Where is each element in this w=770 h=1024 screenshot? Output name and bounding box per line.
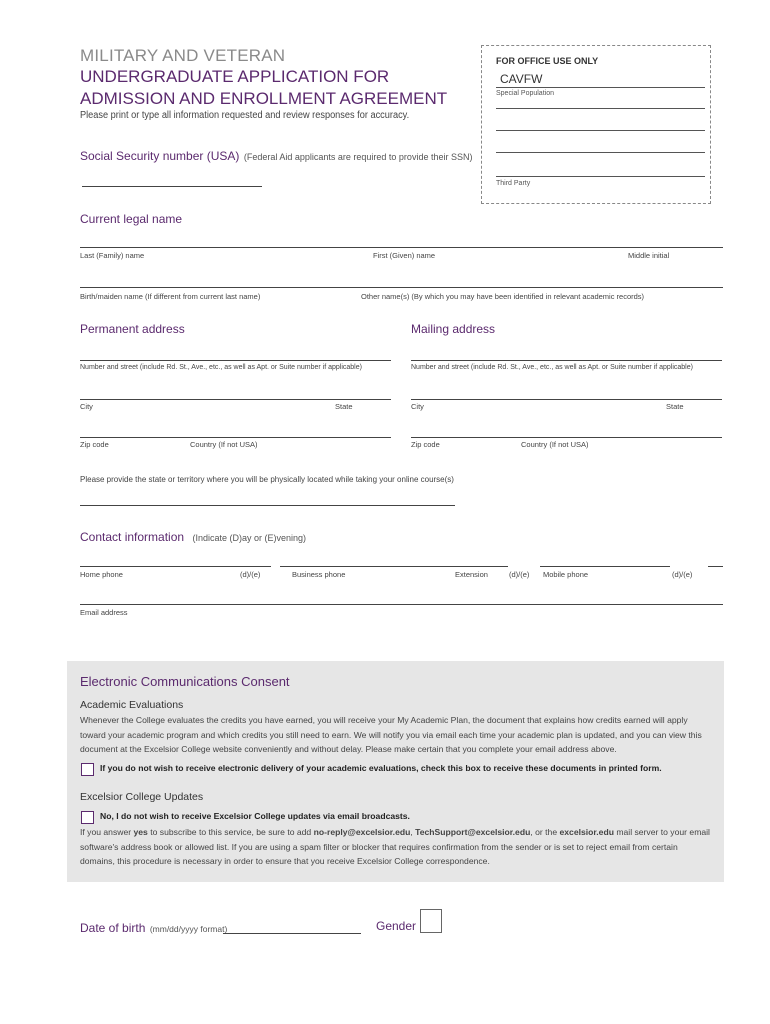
mail-state-label: State bbox=[666, 402, 684, 411]
perm-zip-line[interactable] bbox=[80, 437, 391, 438]
other-names-line[interactable] bbox=[80, 287, 723, 288]
perm-state-label: State bbox=[335, 402, 353, 411]
academic-print-checkbox[interactable] bbox=[81, 763, 94, 776]
perm-city-label: City bbox=[80, 402, 93, 411]
office-line-3 bbox=[496, 130, 705, 131]
title-line-1: MILITARY AND VETERAN bbox=[80, 46, 286, 65]
mobile-de-line[interactable] bbox=[708, 566, 723, 567]
permanent-address-section: Permanent address bbox=[80, 322, 185, 336]
office-line-2 bbox=[496, 108, 705, 109]
location-prompt: Please provide the state or territory where you will be physically located while taking your online course(s) bbox=[80, 475, 454, 484]
updates-optout-label: No, I do not wish to receive Excelsior College updates via email broadcasts. bbox=[100, 811, 410, 821]
other-names-label: Other name(s) (By which you may have been identified in relevant academic records) bbox=[361, 292, 645, 301]
consent-heading: Electronic Communications Consent bbox=[80, 674, 290, 689]
academic-evaluations-text: Whenever the College evaluates the credits you have earned, you will receive your My Academic Plan, the document that explains how credits earned will apply toward your academic program and which credits you still need to earn. We will notify you via email each time your academic plan is updated, and you can view this document at the Excelsior College website conveniently and without delay. Please make certain that you complete your email address above. bbox=[80, 715, 702, 754]
mobile-phone-label: Mobile phone bbox=[543, 570, 589, 579]
dob-input-line[interactable] bbox=[223, 933, 361, 934]
special-population-label: Special Population bbox=[496, 90, 554, 97]
college-updates-text: If you answer yes to subscribe to this service, be sure to add no-reply@excelsior.edu, TechSupport@excelsior.edu, or the excelsior.edu mail server to your email software's address book or allowed list. If you are using a spam filter or blocker that requires confirmation from the sender or is set to reject email from certain domains, this procedure is necessary in order to ensure that you receive Excelsior College correspondence. bbox=[80, 827, 710, 866]
title-line-2: UNDERGRADUATE APPLICATION FOR bbox=[80, 67, 390, 86]
college-updates-heading: Excelsior College Updates bbox=[80, 791, 204, 803]
contact-section: Contact information bbox=[80, 530, 185, 544]
mail-country-label: Country (If not USA) bbox=[521, 440, 589, 449]
legal-name-line[interactable] bbox=[80, 247, 723, 248]
mobile-phone-line[interactable] bbox=[540, 566, 670, 567]
mail-street-label: Number and street (include Rd. St., Ave., etc., as well as Apt. or Suite number if applicable) bbox=[411, 364, 693, 371]
third-party-label: Third Party bbox=[496, 180, 531, 187]
email-label: Email address bbox=[80, 608, 128, 617]
mobile-de-label: (d)/(e) bbox=[672, 570, 693, 579]
contact-note: (Indicate (D)ay or (E)vening) bbox=[192, 533, 307, 543]
gender-label: Gender bbox=[376, 919, 417, 933]
birth-maiden-label: Birth/maiden name (If different from current last name) bbox=[80, 292, 261, 301]
mail-zip-label: Zip code bbox=[411, 440, 440, 449]
office-line-5 bbox=[496, 176, 705, 177]
contact-row bbox=[80, 528, 306, 546]
email-line[interactable] bbox=[80, 604, 723, 605]
title-line-3: ADMISSION AND ENROLLMENT AGREEMENT bbox=[80, 89, 448, 108]
office-use-box bbox=[481, 45, 711, 204]
home-phone-label: Home phone bbox=[80, 570, 123, 579]
updates-optout-checkbox[interactable] bbox=[81, 811, 94, 824]
home-phone-line[interactable] bbox=[80, 566, 271, 567]
office-code-value: CAVFW bbox=[500, 72, 543, 86]
perm-street-label: Number and street (include Rd. St., Ave., etc., as well as Apt. or Suite number if applicable) bbox=[80, 364, 362, 371]
perm-city-line[interactable] bbox=[80, 399, 391, 400]
location-line[interactable] bbox=[80, 505, 455, 506]
mail-street-line[interactable] bbox=[411, 360, 722, 361]
business-de-label: (d)/(e) bbox=[509, 570, 530, 579]
mail-city-line[interactable] bbox=[411, 399, 722, 400]
extension-label: Extension bbox=[455, 570, 488, 579]
academic-print-label: If you do not wish to receive electronic delivery of your academic evaluations, check this box to receive these documents in printed form. bbox=[100, 763, 662, 773]
dob-format: (mm/dd/yyyy format) bbox=[149, 924, 228, 934]
perm-street-line[interactable] bbox=[80, 360, 391, 361]
ssn-input-line[interactable] bbox=[82, 186, 262, 187]
ssn-row bbox=[80, 147, 472, 165]
instructions-text: Please print or type all information requested and review responses for accuracy. bbox=[80, 110, 410, 121]
perm-country-label: Country (If not USA) bbox=[190, 440, 258, 449]
business-phone-label: Business phone bbox=[292, 570, 346, 579]
last-name-label: Last (Family) name bbox=[80, 251, 145, 260]
ssn-note: (Federal Aid applicants are required to provide their SSN) bbox=[243, 152, 473, 162]
ssn-label: Social Security number (USA) bbox=[80, 149, 240, 163]
gender-input-box[interactable] bbox=[420, 909, 442, 933]
dob-label: Date of birth bbox=[80, 921, 146, 935]
middle-initial-label: Middle initial bbox=[628, 251, 670, 260]
mail-city-label: City bbox=[411, 402, 424, 411]
office-use-header: FOR OFFICE USE ONLY bbox=[496, 56, 599, 66]
first-name-label: First (Given) name bbox=[373, 251, 436, 260]
legal-name-section: Current legal name bbox=[80, 212, 183, 226]
consent-panel bbox=[67, 661, 724, 882]
perm-zip-label: Zip code bbox=[80, 440, 109, 449]
dob-row bbox=[80, 919, 227, 937]
mailing-address-section: Mailing address bbox=[411, 322, 496, 336]
academic-evaluations-heading: Academic Evaluations bbox=[80, 699, 184, 711]
business-phone-line[interactable] bbox=[280, 566, 508, 567]
office-code-line bbox=[496, 87, 705, 88]
mail-zip-line[interactable] bbox=[411, 437, 722, 438]
home-de-label: (d)/(e) bbox=[240, 570, 261, 579]
office-line-4 bbox=[496, 152, 705, 153]
